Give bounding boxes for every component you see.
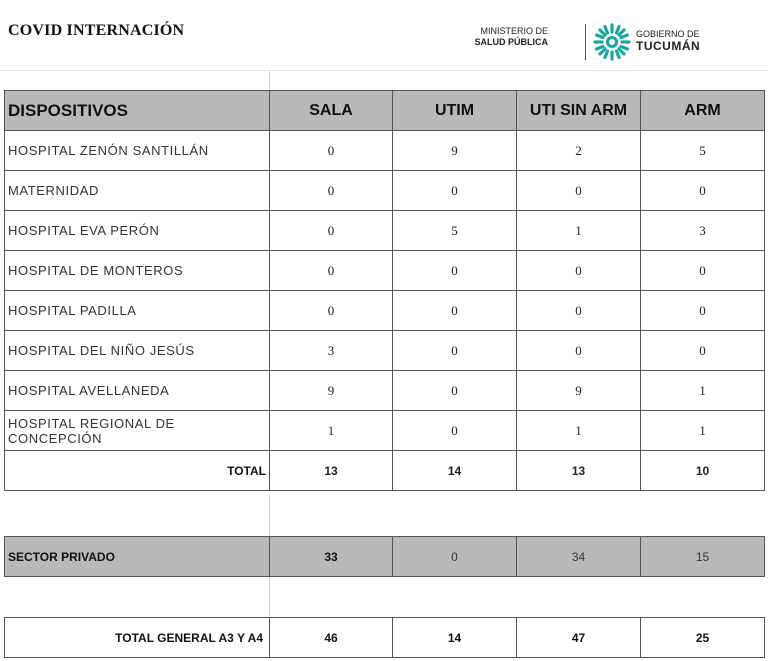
arm-value: 5: [641, 131, 765, 171]
sector-privado-row: [5, 537, 765, 577]
utim-value: 0: [393, 291, 517, 331]
utim-value: 0: [393, 171, 517, 211]
total-sala: 13: [270, 451, 393, 491]
column-header-uti-sin-arm: UTI SIN ARM: [517, 91, 641, 131]
total-general-arm: 25: [641, 618, 765, 658]
arm-value: 3: [641, 211, 765, 251]
column-header-arm: ARM: [641, 91, 765, 131]
government-text: [636, 28, 700, 52]
column-header-utim: UTIM: [393, 91, 517, 131]
sector-privado-utim: 0: [393, 537, 517, 577]
sector-privado-uti-sin-arm: 34: [517, 537, 641, 577]
table-header-row: [5, 91, 765, 131]
total-general-table: [4, 617, 765, 658]
utim-value: 0: [393, 251, 517, 291]
sala-value: 0: [270, 211, 393, 251]
hospital-name: MATERNIDAD: [5, 171, 270, 211]
arm-value: 0: [641, 251, 765, 291]
gov-line-2: TUCUMÁN: [636, 39, 701, 53]
uti-sin-arm-value: 0: [517, 331, 641, 371]
utim-value: 0: [393, 371, 517, 411]
column-header-sala: SALA: [270, 91, 393, 131]
grid-guide: [269, 71, 270, 90]
sala-value: 0: [270, 251, 393, 291]
table-row: [5, 171, 765, 211]
total-label: TOTAL: [5, 451, 270, 491]
arm-value: 1: [641, 371, 765, 411]
total-general-row: [5, 618, 765, 658]
uti-sin-arm-value: 2: [517, 131, 641, 171]
grid-guide: [269, 577, 270, 617]
hospital-name: HOSPITAL DEL NIÑO JESÚS: [5, 331, 270, 371]
hospital-name: HOSPITAL AVELLANEDA: [5, 371, 270, 411]
table-row: [5, 291, 765, 331]
sala-value: 1: [270, 411, 393, 451]
utim-value: 0: [393, 331, 517, 371]
uti-sin-arm-value: 0: [517, 171, 641, 211]
report-header: [0, 0, 768, 70]
total-general-sala: 46: [270, 618, 393, 658]
table-row: [5, 371, 765, 411]
sala-value: 3: [270, 331, 393, 371]
arm-value: 0: [641, 171, 765, 211]
utim-value: 0: [393, 411, 517, 451]
total-general-uti-sin-arm: 47: [517, 618, 641, 658]
total-general-label: TOTAL GENERAL A3 Y A4: [5, 618, 270, 658]
tucuman-emblem-icon: [592, 22, 632, 62]
total-general-utim: 14: [393, 618, 517, 658]
table-row: [5, 211, 765, 251]
uti-sin-arm-value: 0: [517, 251, 641, 291]
hospital-name: HOSPITAL ZENÓN SANTILLÁN: [5, 131, 270, 171]
sala-value: 9: [270, 371, 393, 411]
government-logo: [470, 20, 710, 66]
header-divider: [0, 70, 768, 71]
ministry-line-2: SALUD PÚBLICA: [474, 37, 548, 47]
internacion-table: [4, 90, 765, 491]
total-uti-sin-arm: 13: [517, 451, 641, 491]
ministry-text: [475, 26, 549, 48]
hospital-name: HOSPITAL DE MONTEROS: [5, 251, 270, 291]
gov-line-1: GOBIERNO DE: [636, 29, 700, 39]
sala-value: 0: [270, 171, 393, 211]
arm-value: 1: [641, 411, 765, 451]
column-header-dispositivos: DISPOSITIVOS: [5, 91, 270, 131]
ministry-line-1: MINISTERIO DE: [480, 26, 548, 36]
utim-value: 9: [393, 131, 517, 171]
grid-guide: [269, 496, 270, 536]
sala-value: 0: [270, 131, 393, 171]
total-arm: 10: [641, 451, 765, 491]
hospital-name: HOSPITAL PADILLA: [5, 291, 270, 331]
sector-privado-arm: 15: [641, 537, 765, 577]
arm-value: 0: [641, 291, 765, 331]
sector-privado-table: [4, 536, 765, 577]
table-row: [5, 251, 765, 291]
uti-sin-arm-value: 9: [517, 371, 641, 411]
table-row: [5, 411, 765, 451]
sector-privado-sala: 33: [270, 537, 393, 577]
sala-value: 0: [270, 291, 393, 331]
total-row: [5, 451, 765, 491]
arm-value: 0: [641, 331, 765, 371]
utim-value: 5: [393, 211, 517, 251]
table-row: [5, 331, 765, 371]
total-utim: 14: [393, 451, 517, 491]
sector-privado-label: SECTOR PRIVADO: [5, 537, 270, 577]
table-row: [5, 131, 765, 171]
hospital-name: HOSPITAL EVA PERÓN: [5, 211, 270, 251]
uti-sin-arm-value: 1: [517, 211, 641, 251]
uti-sin-arm-value: 1: [517, 411, 641, 451]
logo-divider: [585, 24, 586, 60]
hospital-name: HOSPITAL REGIONAL DE CONCEPCIÓN: [5, 411, 270, 451]
uti-sin-arm-value: 0: [517, 291, 641, 331]
page-title: COVID INTERNACIÓN: [8, 22, 185, 39]
